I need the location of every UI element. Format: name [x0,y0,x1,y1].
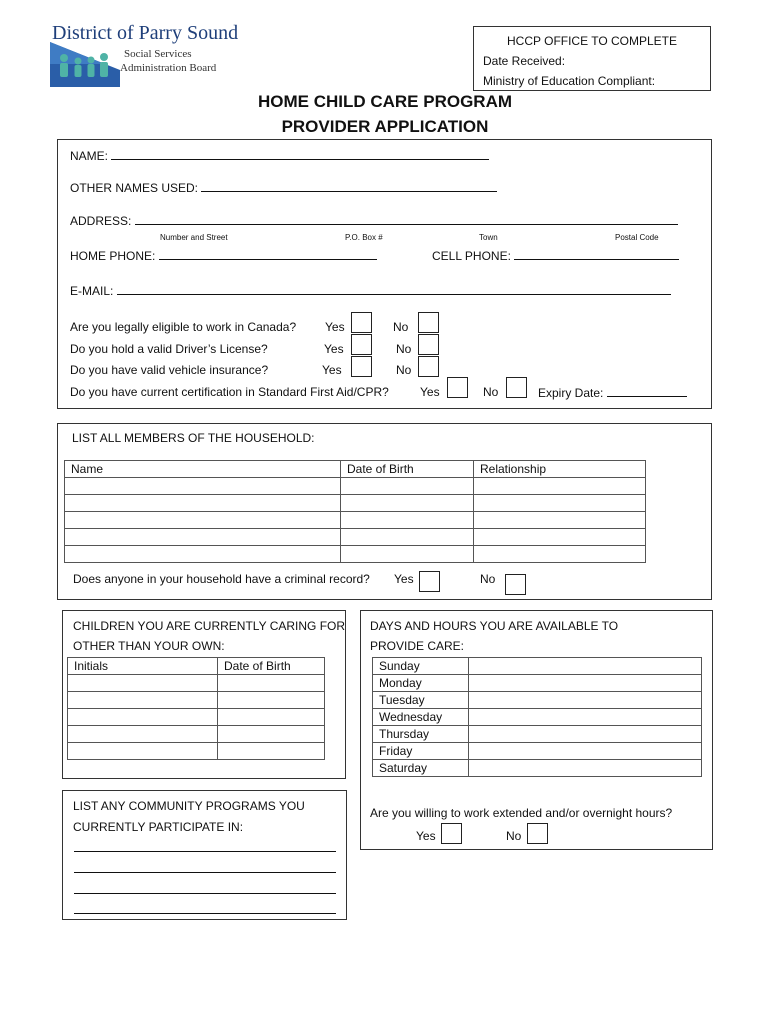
no-label: No [396,363,412,377]
logo-title: District of Parry Sound [52,22,239,44]
address-field[interactable] [135,213,678,225]
community-line[interactable] [74,851,336,852]
day-label: Sunday [373,658,469,675]
no-checkbox[interactable] [418,356,439,377]
email-field[interactable] [117,283,671,295]
address-label: ADDRESS: [70,214,132,228]
office-box [473,26,711,91]
logo-family-icon [50,42,120,87]
table-row[interactable] [373,709,702,726]
criminal-question: Does anyone in your household have a criminal record? [73,572,370,586]
days-table [372,657,702,777]
logo-sub-2: Administration Board [120,62,217,74]
col-name: Name [65,461,341,478]
expiry-row [538,385,687,400]
children-box [62,610,346,779]
addr-sub-postal: Postal Code [615,233,659,242]
yes-label: Yes [324,342,344,356]
table-row[interactable] [373,675,702,692]
hours-field[interactable] [469,675,702,692]
no-label: No [483,385,499,399]
criminal-yes-checkbox[interactable] [419,571,440,592]
table-row[interactable] [65,529,646,546]
hours-field[interactable] [469,692,702,709]
community-heading-2: CURRENTLY PARTICIPATE IN: [73,820,244,834]
extended-no-checkbox[interactable] [527,823,548,844]
other-names-label: OTHER NAMES USED: [70,181,199,195]
no-label: No [396,342,412,356]
compliant-label: Ministry of Education Compliant: [483,74,656,88]
extended-no-label: No [506,829,522,843]
table-row[interactable] [373,658,702,675]
other-names-field[interactable] [201,180,497,192]
table-row[interactable] [373,760,702,777]
days-heading-1: DAYS AND HOURS YOU ARE AVAILABLE TO [370,619,619,633]
children-heading-1: CHILDREN YOU ARE CURRENTLY CARING FOR [73,619,346,633]
community-heading-1: LIST ANY COMMUNITY PROGRAMS YOU [73,799,305,813]
table-row[interactable] [373,726,702,743]
name-label: NAME: [70,149,109,163]
table-row[interactable] [65,512,646,529]
yes-label: Yes [322,363,342,377]
table-row[interactable] [65,546,646,563]
community-line[interactable] [74,872,336,873]
day-label: Monday [373,675,469,692]
table-row[interactable] [68,709,325,726]
logo-sub-1: Social Services [124,48,192,60]
table-row[interactable] [373,692,702,709]
days-box [360,610,713,850]
no-checkbox[interactable] [418,334,439,355]
logo [50,22,240,88]
cell-phone-field[interactable] [514,248,679,260]
household-box [57,423,712,600]
extended-yes-checkbox[interactable] [441,823,462,844]
household-heading: LIST ALL MEMBERS OF THE HOUSEHOLD: [72,431,315,445]
addr-sub-pobox: P.O. Box # [345,233,383,242]
table-row[interactable] [68,726,325,743]
criminal-no-label: No [480,572,496,586]
household-table [64,460,646,563]
criminal-yes-label: Yes [394,572,414,586]
yes-checkbox[interactable] [351,334,372,355]
yes-checkbox[interactable] [351,356,372,377]
home-phone-row [70,248,377,263]
extended-question: Are you willing to work extended and/or overnight hours? [370,806,673,820]
day-label: Thursday [373,726,469,743]
date-received-label: Date Received: [483,54,566,68]
cell-phone-row [432,248,679,263]
table-row[interactable] [373,743,702,760]
question-text: Do you hold a valid Driver’s License? [70,342,268,356]
no-checkbox[interactable] [418,312,439,333]
name-field[interactable] [111,148,489,160]
community-box [62,790,347,920]
other-names-row [70,180,497,195]
question-text: Do you have current certification in Standard First Aid/CPR? [70,385,389,399]
day-label: Tuesday [373,692,469,709]
no-label: No [393,320,409,334]
day-label: Saturday [373,760,469,777]
table-header [65,461,646,478]
criminal-no-checkbox[interactable] [505,574,526,595]
address-row [70,213,678,228]
community-line[interactable] [74,913,336,914]
col-dob: Date of Birth [218,658,325,675]
extended-yes-label: Yes [416,829,436,843]
office-heading: HCCP OFFICE TO COMPLETE [506,34,678,48]
addr-sub-town: Town [479,233,498,242]
expiry-field[interactable] [607,385,687,397]
yes-label: Yes [325,320,345,334]
hours-field[interactable] [469,760,702,777]
community-line[interactable] [74,893,336,894]
expiry-label: Expiry Date: [538,386,604,400]
table-header [68,658,325,675]
question-text: Do you have valid vehicle insurance? [70,363,269,377]
col-initials: Initials [68,658,218,675]
addr-sub-street: Number and Street [160,233,228,242]
table-row[interactable] [65,478,646,495]
table-row[interactable] [65,495,646,512]
children-heading-2: OTHER THAN YOUR OWN: [73,639,225,653]
table-row[interactable] [68,692,325,709]
children-table [67,657,325,760]
hours-field[interactable] [469,743,702,760]
name-row [70,148,489,163]
table-row[interactable] [68,743,325,760]
col-dob: Date of Birth [341,461,474,478]
col-relationship: Relationship [474,461,646,478]
hours-field[interactable] [469,726,702,743]
email-label: E-MAIL: [70,284,114,298]
days-heading-2: PROVIDE CARE: [370,639,465,653]
day-label: Wednesday [373,709,469,726]
home-phone-label: HOME PHONE: [70,249,156,263]
table-row[interactable] [68,675,325,692]
yes-checkbox[interactable] [447,377,468,398]
no-checkbox[interactable] [506,377,527,398]
form-title-2: PROVIDER APPLICATION [281,117,489,136]
home-phone-field[interactable] [159,248,377,260]
hours-field[interactable] [469,709,702,726]
day-label: Friday [373,743,469,760]
form-title-1: HOME CHILD CARE PROGRAM [257,92,513,111]
hours-field[interactable] [469,658,702,675]
question-text: Are you legally eligible to work in Canada? [70,320,297,334]
email-row [70,283,671,298]
yes-label: Yes [420,385,440,399]
applicant-box [57,139,712,409]
cell-phone-label: CELL PHONE: [432,249,511,263]
yes-checkbox[interactable] [351,312,372,333]
